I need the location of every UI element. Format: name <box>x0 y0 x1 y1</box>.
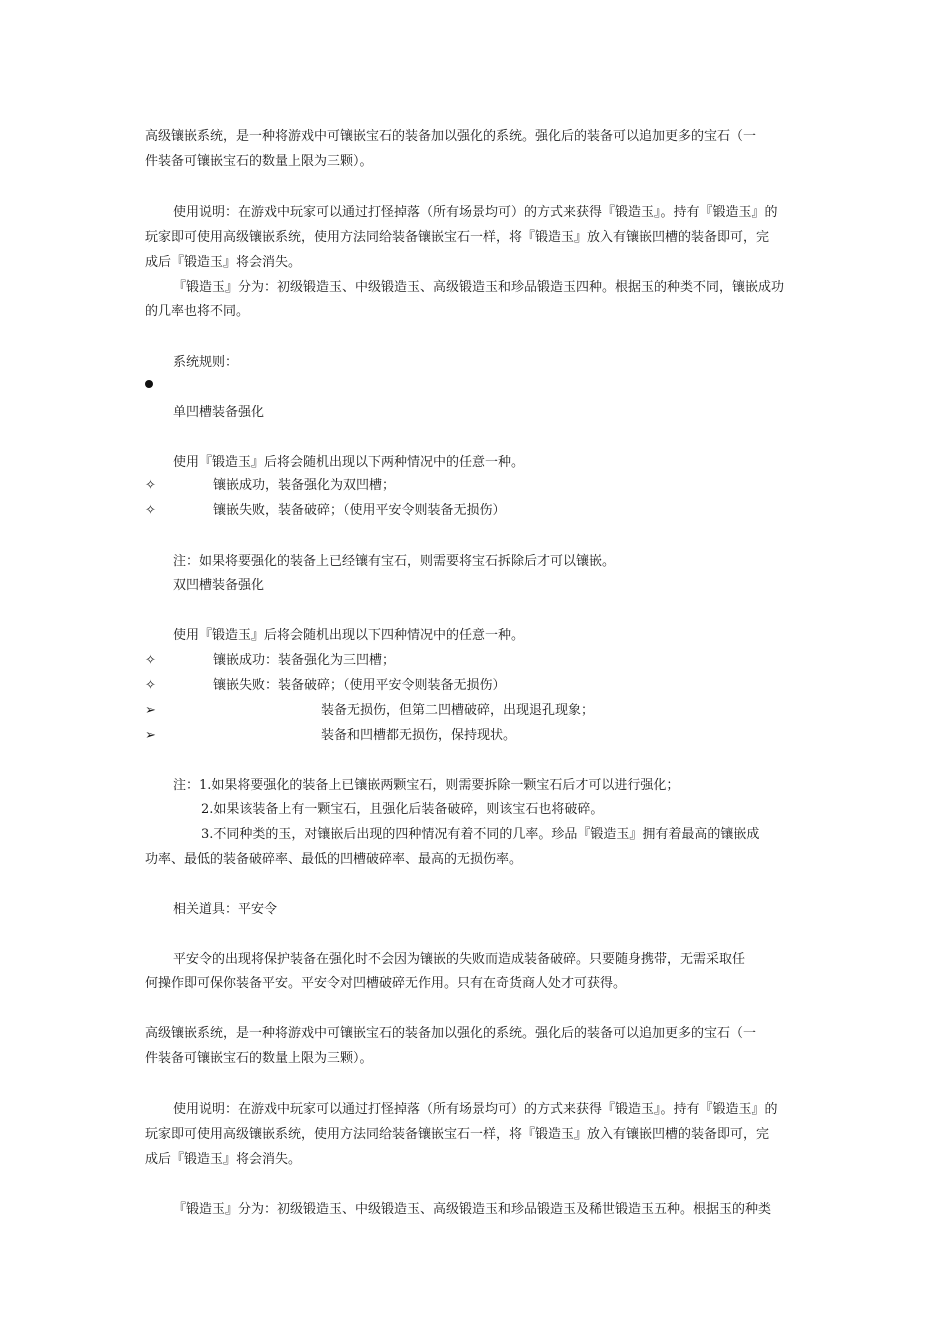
rules-heading: 系统规则： <box>173 355 239 370</box>
usage-line-3: 成后『锻造玉』将会消失。 <box>145 255 302 270</box>
intro-line-1: 高级镶嵌系统，是一种将游戏中可镶嵌宝石的装备加以强化的系统。强化后的装备可以追加更多的宝石（一 <box>145 129 757 144</box>
double-outcome-2: 镶嵌失败：装备破碎；（使用平安令则装备无损伤） <box>213 678 506 693</box>
diamond-bullet-icon: ✧ <box>145 478 156 493</box>
related-desc-line-2: 何操作即可保你装备平安。平安令对凹槽破碎无作用。只有在奇货商人处才可获得。 <box>145 976 627 991</box>
intro2-line-1: 高级镶嵌系统，是一种将游戏中可镶嵌宝石的装备加以强化的系统。强化后的装备可以追加更多的宝石（一 <box>145 1026 757 1041</box>
single-slot-heading: 单凹槽装备强化 <box>173 405 265 420</box>
usage-line-2: 玩家即可使用高级镶嵌系统，使用方法同给装备镶嵌宝石一样，将『锻造玉』放入有镶嵌凹槽的装备即可，完 <box>145 230 770 245</box>
related-item-heading: 相关道具：平安令 <box>173 902 278 917</box>
related-desc-line-1: 平安令的出现将保护装备在强化时不会因为镶嵌的失败而造成装备破碎。只要随身携带，无需采取任 <box>173 952 746 967</box>
usage2-line-1: 使用说明：在游戏中玩家可以通过打怪掉落（所有场景均可）的方式来获得『锻造玉』。持有『锻造玉』的 <box>173 1102 778 1117</box>
double-outcome-1: 镶嵌成功：装备强化为三凹槽； <box>213 653 396 668</box>
double-slot-heading: 双凹槽装备强化 <box>173 578 265 593</box>
double-note-3-cont: 功率、最低的装备破碎率、最低的凹槽破碎率、最高的无损伤率。 <box>145 852 523 867</box>
double-outcome-4: 装备和凹槽都无损伤，保持现状。 <box>321 728 517 743</box>
types2-line-1: 『锻造玉』分为：初级锻造玉、中级锻造玉、高级锻造玉和珍品锻造玉及稀世锻造玉五种。根据玉的种类 <box>173 1202 772 1217</box>
single-slot-lead: 使用『锻造玉』后将会随机出现以下两种情况中的任意一种。 <box>173 455 525 470</box>
usage2-line-2: 玩家即可使用高级镶嵌系统，使用方法同给装备镶嵌宝石一样，将『锻造玉』放入有镶嵌凹槽的装备即可，完 <box>145 1127 770 1142</box>
double-note-2: 2.如果该装备上有一颗宝石，且强化后装备破碎，则该宝石也将破碎。 <box>201 802 604 817</box>
single-slot-note: 注：如果将要强化的装备上已经镶有宝石，则需要将宝石拆除后才可以镶嵌。 <box>173 554 616 569</box>
types-line-2: 的几率也将不同。 <box>145 304 250 319</box>
arrow-bullet-icon: ➢ <box>145 728 156 743</box>
diamond-bullet-icon: ✧ <box>145 503 156 518</box>
usage-line-1: 使用说明：在游戏中玩家可以通过打怪掉落（所有场景均可）的方式来获得『锻造玉』。持有『锻造玉』的 <box>173 205 778 220</box>
diamond-bullet-icon: ✧ <box>145 678 156 693</box>
bullet-icon <box>145 380 153 388</box>
single-outcome-1: 镶嵌成功，装备强化为双凹槽； <box>213 478 396 493</box>
usage2-line-3: 成后『锻造玉』将会消失。 <box>145 1152 302 1167</box>
intro2-line-2: 件装备可镶嵌宝石的数量上限为三颗）。 <box>145 1051 373 1066</box>
types-line-1: 『锻造玉』分为：初级锻造玉、中级锻造玉、高级锻造玉和珍品锻造玉四种。根据玉的种类不同，镶嵌成功 <box>173 280 785 295</box>
diamond-bullet-icon: ✧ <box>145 653 156 668</box>
double-note-3: 3.不同种类的玉，对镶嵌后出现的四种情况有着不同的几率。珍品『锻造玉』拥有着最高的镶嵌成 <box>201 827 760 842</box>
double-note-1: 注：1.如果将要强化的装备上已镶嵌两颗宝石，则需要拆除一颗宝石后才可以进行强化； <box>173 778 680 793</box>
arrow-bullet-icon: ➢ <box>145 703 156 718</box>
double-slot-lead: 使用『锻造玉』后将会随机出现以下四种情况中的任意一种。 <box>173 628 525 643</box>
double-outcome-3: 装备无损伤，但第二凹槽破碎，出现退孔现象； <box>321 703 595 718</box>
single-outcome-2: 镶嵌失败，装备破碎；（使用平安令则装备无损伤） <box>213 503 506 518</box>
intro-line-2: 件装备可镶嵌宝石的数量上限为三颗）。 <box>145 154 373 169</box>
